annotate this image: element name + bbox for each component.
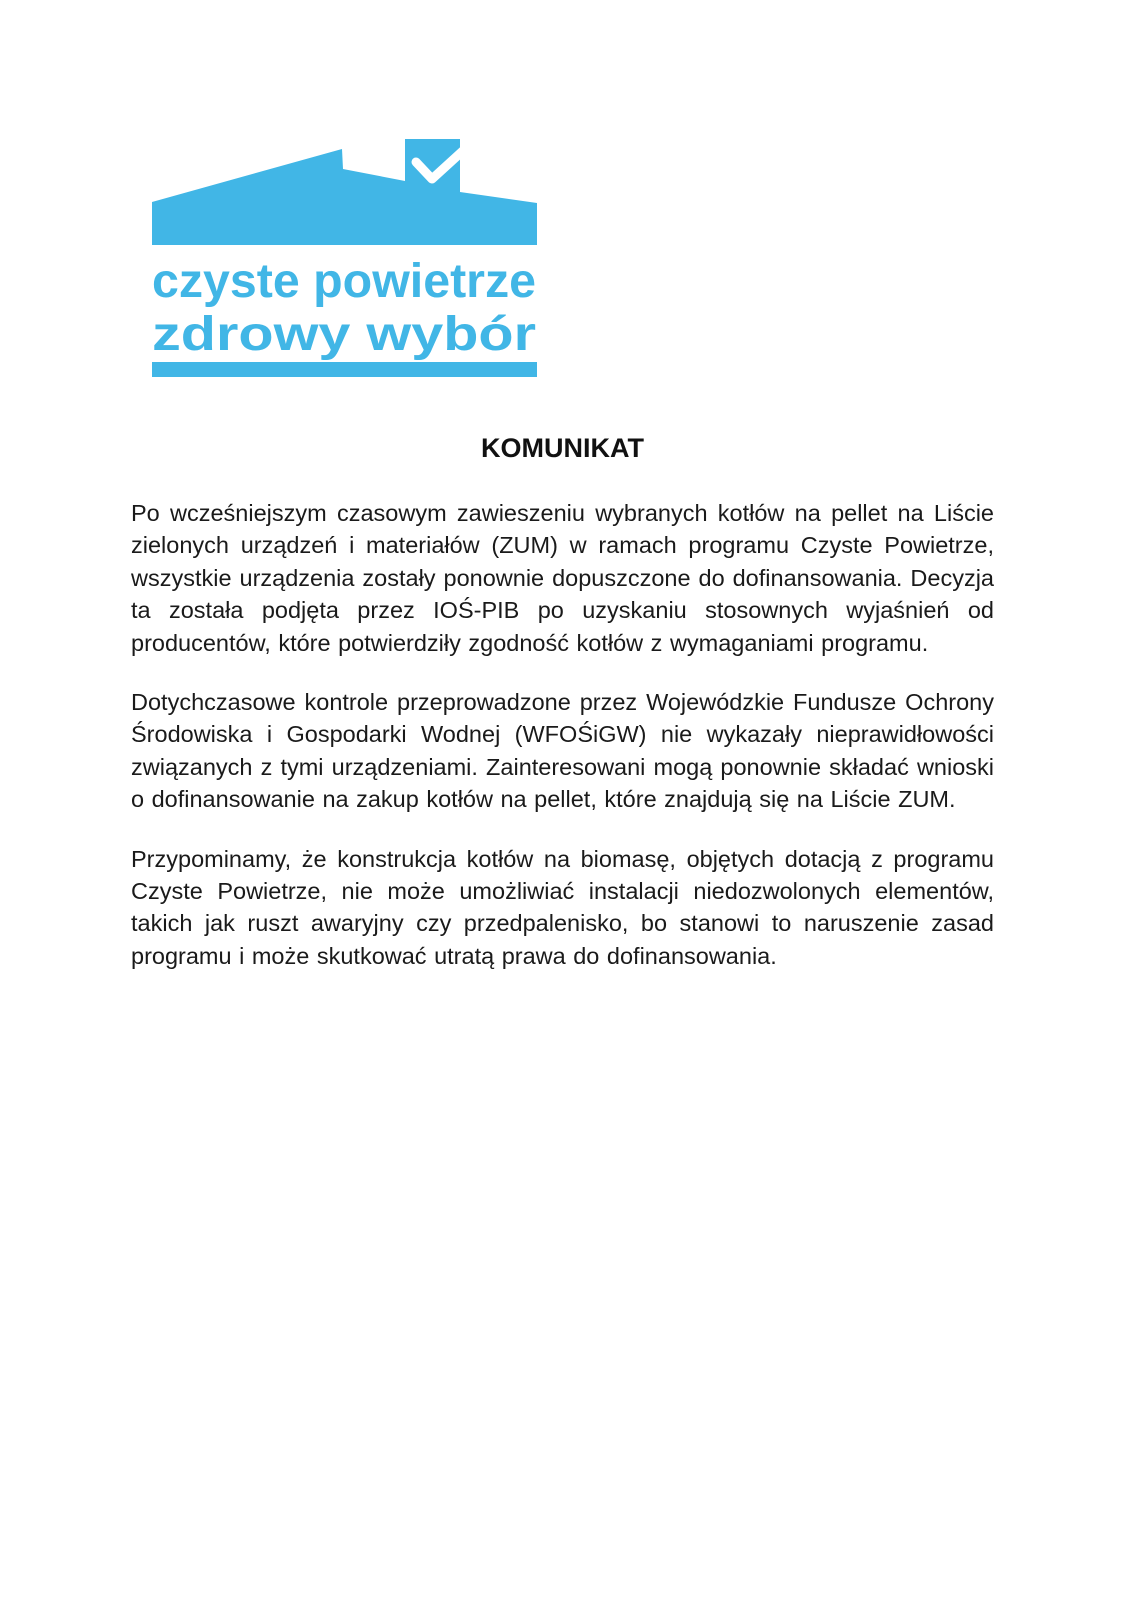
paragraph-1: Po wcześniejszym czasowym zawieszeniu wybranych kotłów na pellet na Liście zielonych urządzeń i materiałów (ZUM) w ramach programu Czyste Powietrze, wszystkie urządzenia zostały ponownie dopuszczone do dofinansowania. Decyzja ta została podjęta przez IOŚ-PIB po uzyskaniu stosownych wyjaśnień od producentów, które potwierdziły zgodność kotłów z wymaganiami programu.: [131, 500, 994, 656]
logo-graphic: [150, 139, 538, 380]
house-icon: [152, 139, 537, 245]
page-title: KOMUNIKAT: [481, 433, 644, 463]
paragraph-2: Dotychczasowe kontrole przeprowadzone przez Wojewódzkie Fundusze Ochrony Środowiska i Gospodarki Wodnej (WFOŚiGW) nie wykazały nieprawidłowości związanych z tymi urządzeniami. Zainteresowani mogą ponownie składać wnioski o dofinansowanie na zakup kotłów na pellet, które znajdują się na Liście ZUM.: [131, 689, 994, 813]
paragraph-3: Przypominamy, że konstrukcja kotłów na biomasę, objętych dotacją z programu Czyste Powietrze, nie może umożliwiać instalacji niedozwolonych elementów, takich jak ruszt awaryjny czy przedpalenisko, bo stanowi to naruszenie zasad programu i może skutkować utratą prawa do dofinansowania.: [131, 845, 994, 969]
logo-wordmark-line2: zdrowy wybór: [152, 308, 536, 361]
czyste-powietrze-logo: [150, 139, 538, 380]
logo-underline-bar: [152, 362, 537, 377]
announcement-body: [131, 434, 994, 999]
logo-wordmark-line1: czyste powietrze: [152, 255, 536, 308]
